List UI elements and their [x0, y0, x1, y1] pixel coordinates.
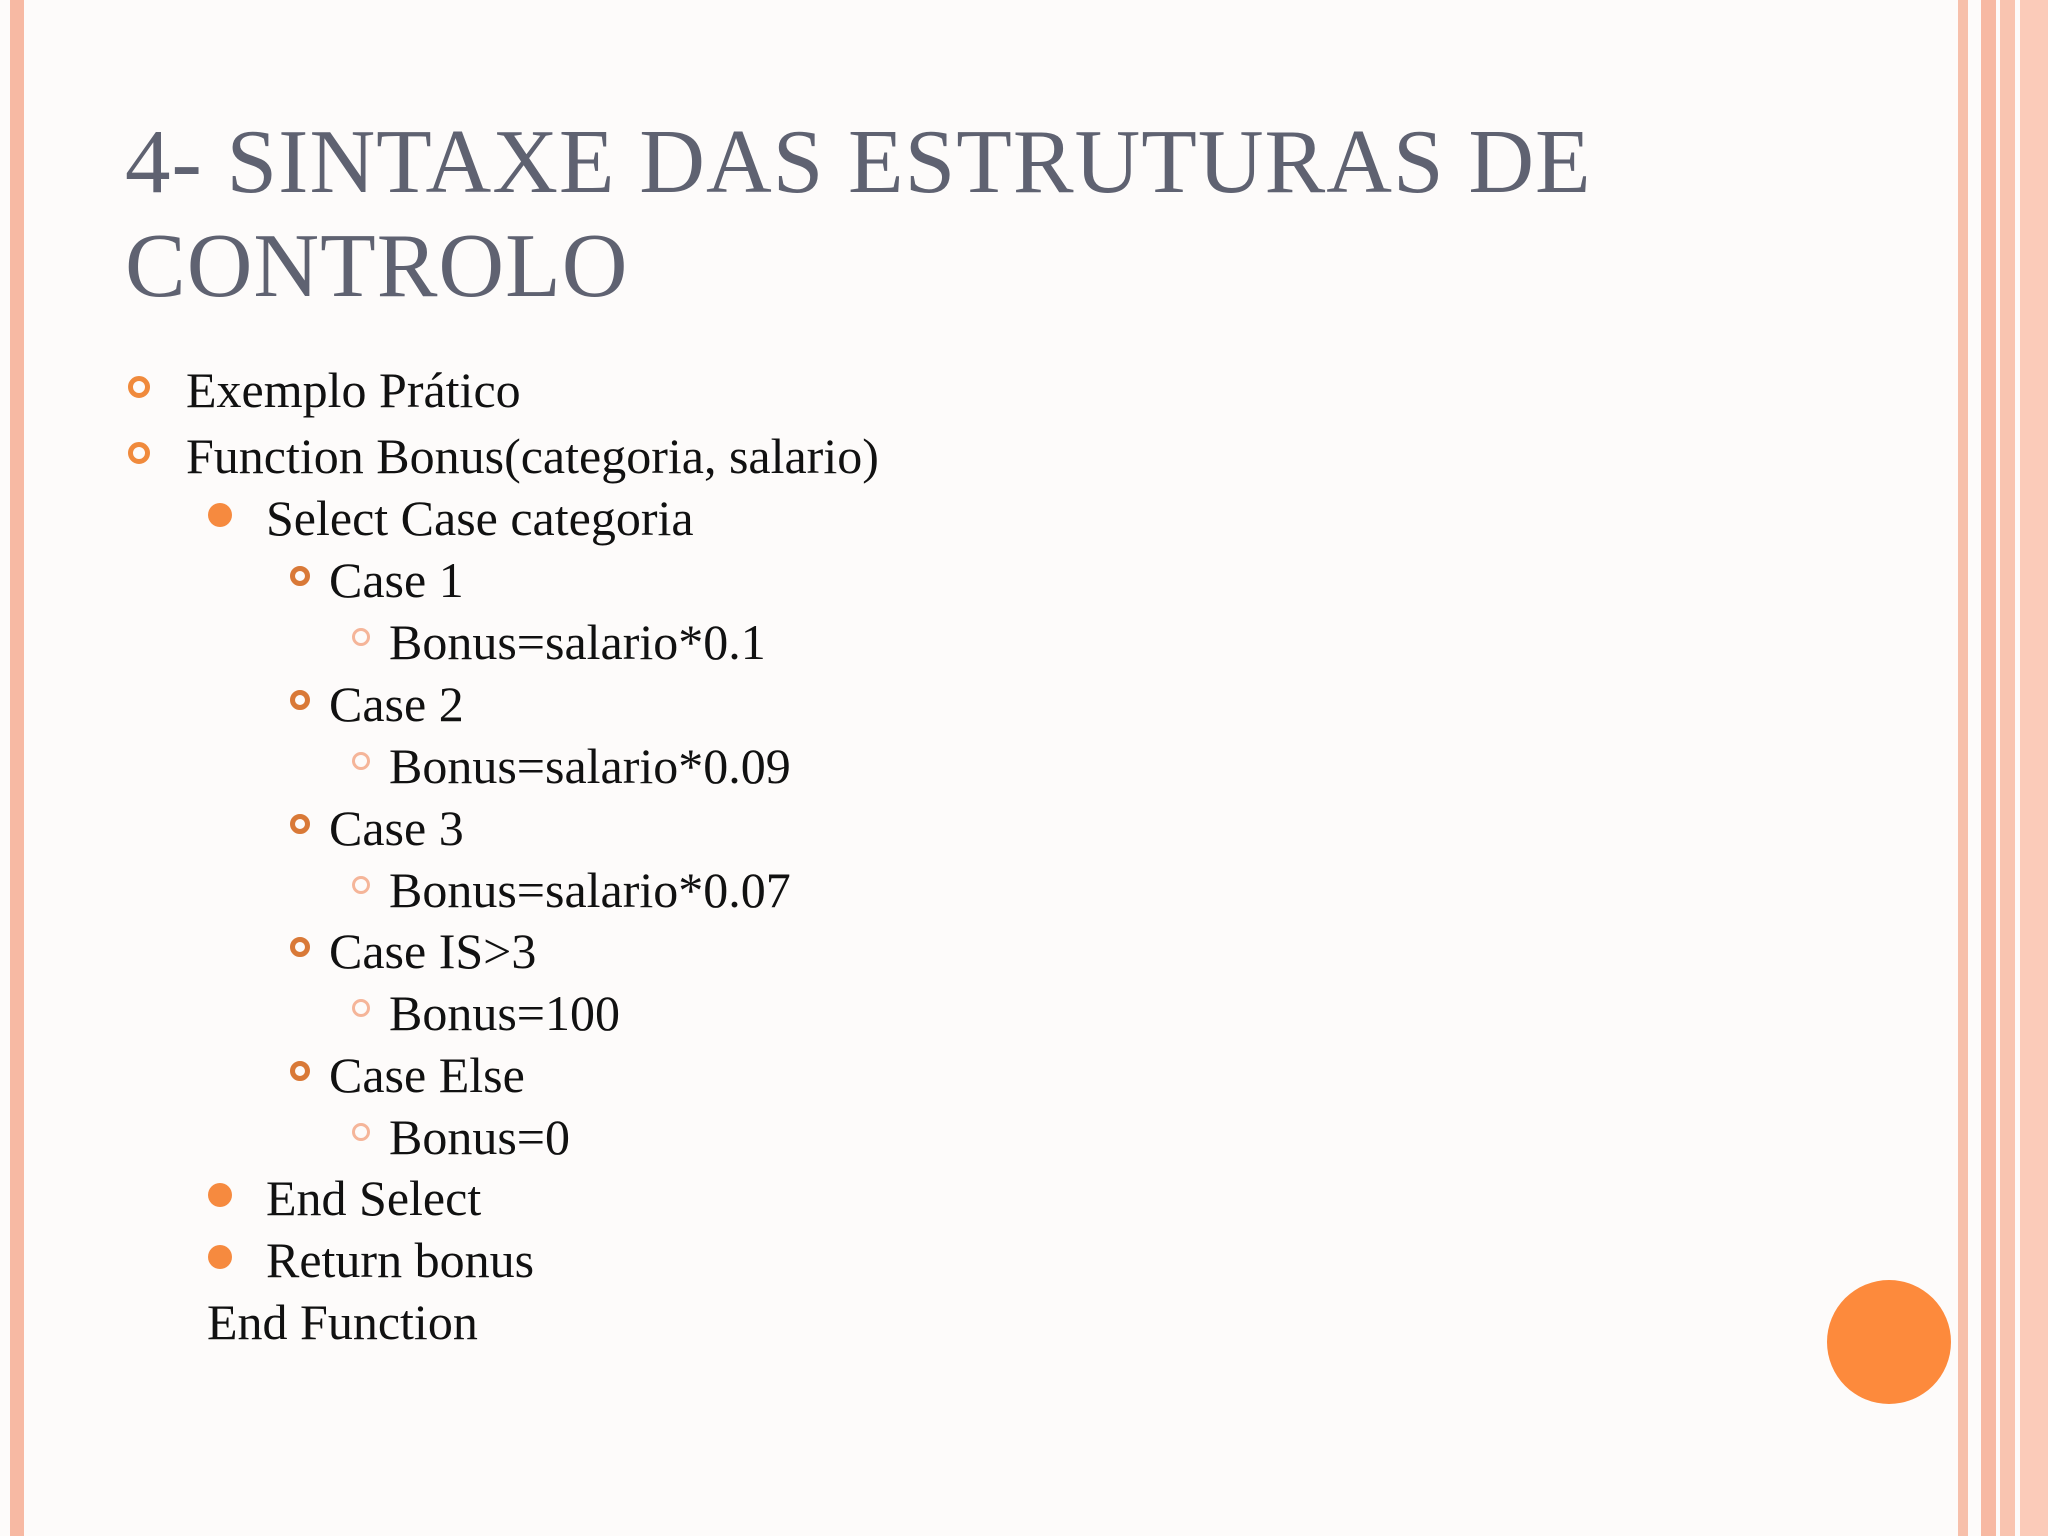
list-item: Select Case categoria: [266, 490, 694, 546]
hollow-bullet-icon: [128, 442, 150, 464]
filled-bullet-icon: [208, 503, 232, 527]
list-item: Bonus=salario*0.07: [389, 862, 791, 918]
decorative-circle: [1827, 1280, 1951, 1404]
hollow-bullet-icon: [290, 566, 310, 586]
list-item: End Function: [207, 1294, 478, 1350]
list-item: Bonus=salario*0.1: [389, 614, 766, 670]
hollow-bullet-icon: [290, 937, 310, 957]
list-item: Case 3: [329, 800, 464, 856]
small-hollow-bullet-icon: [352, 1123, 370, 1141]
right-border-stripe: [1958, 0, 1968, 1536]
small-hollow-bullet-icon: [352, 628, 370, 646]
small-hollow-bullet-icon: [352, 999, 370, 1017]
small-hollow-bullet-icon: [352, 752, 370, 770]
list-item: Case IS>3: [329, 923, 537, 979]
filled-bullet-icon: [208, 1183, 232, 1207]
hollow-bullet-icon: [290, 1061, 310, 1081]
right-border-stripe: [1981, 0, 1996, 1536]
list-item: Return bonus: [266, 1232, 535, 1288]
right-border-stripe: [2020, 0, 2048, 1536]
hollow-bullet-icon: [290, 814, 310, 834]
list-item: Exemplo Prático: [186, 362, 521, 418]
list-item: End Select: [266, 1170, 482, 1226]
list-item: Case Else: [329, 1047, 525, 1103]
right-border-stripe: [2000, 0, 2015, 1536]
small-hollow-bullet-icon: [352, 876, 370, 894]
left-border-stripe: [10, 0, 24, 1536]
filled-bullet-icon: [208, 1245, 232, 1269]
slide-title: 4- SINTAXE DAS ESTRUTURAS DE CONTROLO: [125, 111, 1592, 316]
list-item: Bonus=0: [389, 1109, 571, 1165]
list-item: Bonus=100: [389, 985, 621, 1041]
list-item: Bonus=salario*0.09: [389, 738, 791, 794]
list-item: Function Bonus(categoria, salario): [186, 428, 879, 484]
hollow-bullet-icon: [290, 690, 310, 710]
hollow-bullet-icon: [128, 376, 150, 398]
list-item: Case 2: [329, 676, 464, 732]
list-item: Case 1: [329, 552, 464, 608]
